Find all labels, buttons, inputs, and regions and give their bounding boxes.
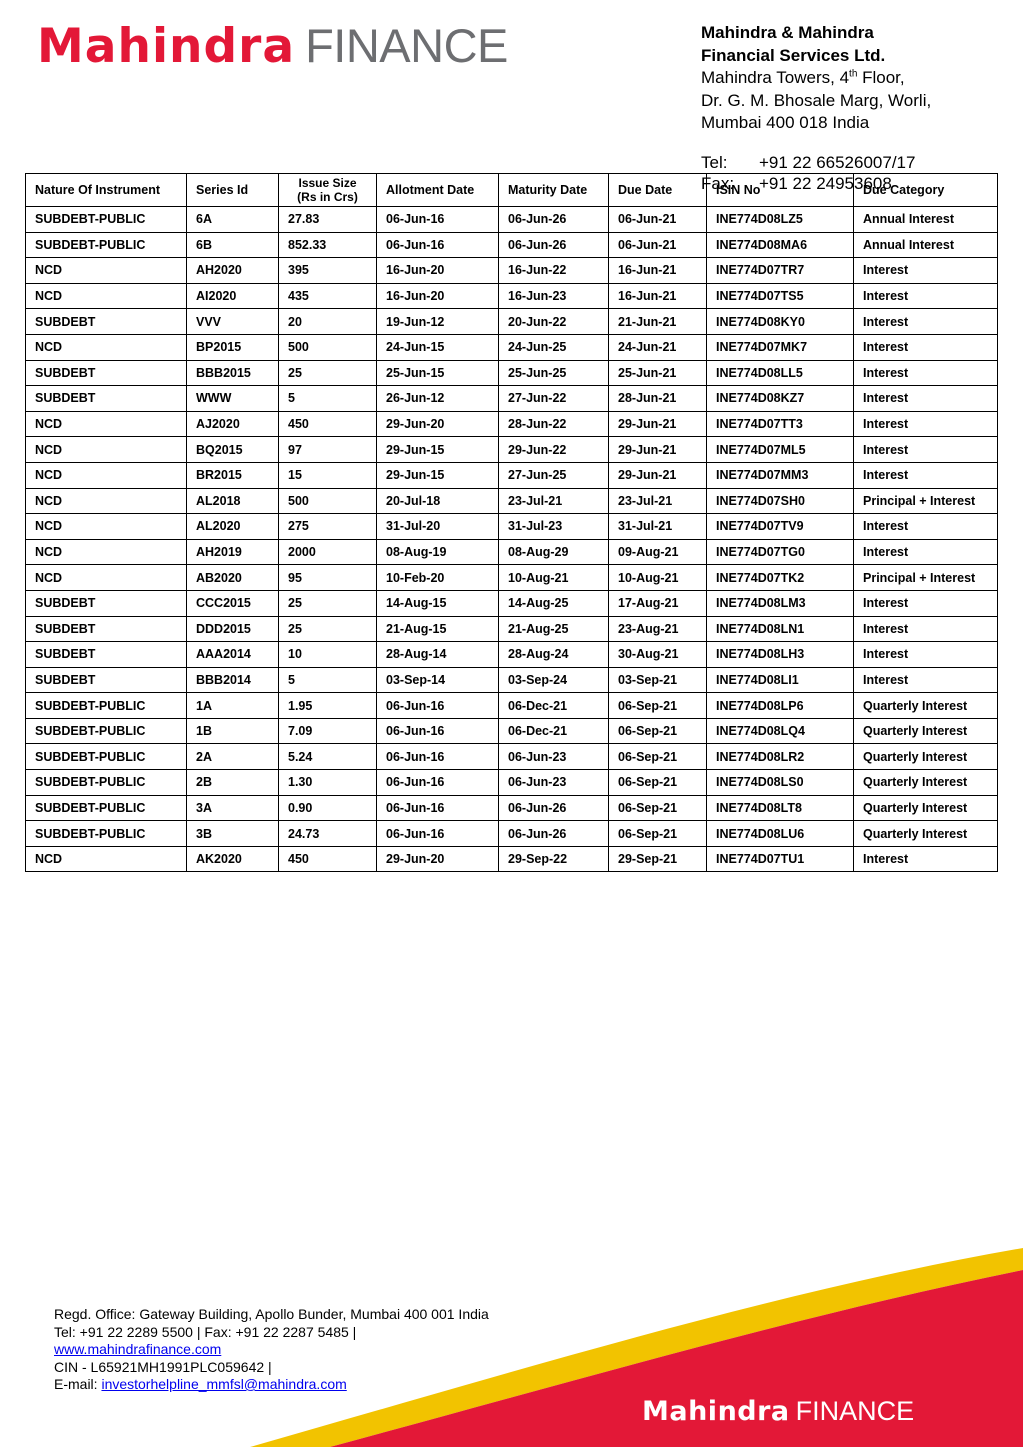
cell-issue-size: 500 [279, 334, 377, 360]
cell-isin: INE774D08LS0 [707, 770, 854, 796]
address-line1-post: Floor, [857, 68, 905, 87]
cell-isin: INE774D07MK7 [707, 334, 854, 360]
cell-isin: INE774D07MM3 [707, 462, 854, 488]
cell-due-date: 17-Aug-21 [609, 590, 707, 616]
cell-due-date: 29-Jun-21 [609, 437, 707, 463]
cell-due-date: 06-Sep-21 [609, 770, 707, 796]
table-row [26, 667, 998, 693]
company-name-line2: Financial Services Ltd. [701, 45, 886, 65]
cell-series-id: BQ2015 [187, 437, 279, 463]
cell-maturity-date: 27-Jun-22 [499, 386, 609, 412]
tel-label: Tel: [701, 153, 728, 172]
table-row [26, 411, 998, 437]
table-row [26, 616, 998, 642]
table-row [26, 207, 998, 233]
col-header-due-category: Due Category [854, 174, 998, 207]
cell-due-category: Interest [854, 846, 998, 872]
cell-maturity-date: 24-Jun-25 [499, 334, 609, 360]
cell-isin: INE774D08LZ5 [707, 207, 854, 233]
cell-allotment-date: 16-Jun-20 [377, 258, 499, 284]
cell-nature: SUBDEBT [26, 386, 187, 412]
cell-due-category: Interest [854, 642, 998, 668]
cell-isin: INE774D08LH3 [707, 642, 854, 668]
logo-finance-text: FINANCE [305, 19, 508, 72]
cell-due-date: 06-Jun-21 [609, 207, 707, 233]
table-row [26, 846, 998, 872]
cell-maturity-date: 06-Jun-26 [499, 207, 609, 233]
cell-nature: NCD [26, 539, 187, 565]
cell-isin: INE774D07TR7 [707, 258, 854, 284]
table-row [26, 437, 998, 463]
footer-tel-fax: Tel: +91 22 2289 5500 | Fax: +91 22 2287 5485 | [54, 1323, 357, 1340]
cell-allotment-date: 08-Aug-19 [377, 539, 499, 565]
cell-due-date: 31-Jul-21 [609, 514, 707, 540]
cell-due-date: 06-Jun-21 [609, 232, 707, 258]
cell-series-id: CCC2015 [187, 590, 279, 616]
cell-maturity-date: 06-Dec-21 [499, 718, 609, 744]
cell-series-id: AK2020 [187, 846, 279, 872]
table-row [26, 590, 998, 616]
cell-maturity-date: 16-Jun-22 [499, 258, 609, 284]
cell-due-category: Interest [854, 360, 998, 386]
email-label: E-mail: [54, 1376, 102, 1392]
cell-maturity-date: 06-Jun-23 [499, 744, 609, 770]
cell-issue-size: 1.95 [279, 693, 377, 719]
cell-due-date: 28-Jun-21 [609, 386, 707, 412]
cell-isin: INE774D08KY0 [707, 309, 854, 335]
footer-logo-brand: Mahindra [642, 1396, 790, 1427]
cell-isin: INE774D08LQ4 [707, 718, 854, 744]
cell-due-category: Quarterly Interest [854, 744, 998, 770]
company-name-line1: Mahindra & Mahindra [701, 23, 874, 42]
cell-allotment-date: 29-Jun-15 [377, 437, 499, 463]
cell-due-category: Interest [854, 334, 998, 360]
table-row [26, 514, 998, 540]
cell-series-id: 1A [187, 693, 279, 719]
cell-nature: NCD [26, 462, 187, 488]
cell-maturity-date: 06-Jun-26 [499, 795, 609, 821]
cell-due-date: 06-Sep-21 [609, 744, 707, 770]
table-row [26, 744, 998, 770]
cell-issue-size: 27.83 [279, 207, 377, 233]
telephone [701, 153, 915, 173]
table-row [26, 565, 998, 591]
cell-due-category: Quarterly Interest [854, 770, 998, 796]
cell-maturity-date: 06-Jun-26 [499, 232, 609, 258]
cell-issue-size: 5.24 [279, 744, 377, 770]
cell-isin: INE774D08LN1 [707, 616, 854, 642]
cell-series-id: AB2020 [187, 565, 279, 591]
cell-maturity-date: 28-Jun-22 [499, 411, 609, 437]
cell-due-date: 23-Jul-21 [609, 488, 707, 514]
cell-isin: INE774D07TG0 [707, 539, 854, 565]
cell-issue-size: 450 [279, 411, 377, 437]
cell-nature: SUBDEBT [26, 309, 187, 335]
cell-allotment-date: 29-Jun-20 [377, 411, 499, 437]
cell-allotment-date: 20-Jul-18 [377, 488, 499, 514]
cell-isin: INE774D07TT3 [707, 411, 854, 437]
cell-allotment-date: 06-Jun-16 [377, 207, 499, 233]
cell-issue-size: 20 [279, 309, 377, 335]
cell-maturity-date: 28-Aug-24 [499, 642, 609, 668]
table-row [26, 258, 998, 284]
cell-issue-size: 7.09 [279, 718, 377, 744]
cell-series-id: 2A [187, 744, 279, 770]
cell-due-date: 06-Sep-21 [609, 821, 707, 847]
address-line1 [701, 67, 931, 90]
cell-isin: INE774D07TV9 [707, 514, 854, 540]
cell-nature: NCD [26, 334, 187, 360]
cell-nature: SUBDEBT-PUBLIC [26, 744, 187, 770]
cell-series-id: 1B [187, 718, 279, 744]
cell-maturity-date: 03-Sep-24 [499, 667, 609, 693]
cell-nature: NCD [26, 514, 187, 540]
table-row [26, 539, 998, 565]
issue-size-line1: Issue Size [298, 176, 357, 190]
cell-isin: INE774D08LR2 [707, 744, 854, 770]
cell-due-category: Quarterly Interest [854, 693, 998, 719]
cell-allotment-date: 24-Jun-15 [377, 334, 499, 360]
col-header-isin: ISIN No [707, 174, 854, 207]
cell-due-category: Interest [854, 462, 998, 488]
cell-isin: INE774D07TS5 [707, 283, 854, 309]
fax-label: Fax: [701, 174, 735, 193]
cell-series-id: BR2015 [187, 462, 279, 488]
cell-nature: NCD [26, 283, 187, 309]
cell-maturity-date: 06-Jun-26 [499, 821, 609, 847]
address-line1-pre: Mahindra Towers, 4 [701, 68, 850, 87]
issue-size-line2: (Rs in Crs) [297, 190, 358, 204]
cell-allotment-date: 06-Jun-16 [377, 232, 499, 258]
cell-maturity-date: 21-Aug-25 [499, 616, 609, 642]
table-row [26, 642, 998, 668]
cell-allotment-date: 28-Aug-14 [377, 642, 499, 668]
table-row [26, 309, 998, 335]
cell-series-id: AAA2014 [187, 642, 279, 668]
cell-due-category: Interest [854, 283, 998, 309]
cell-issue-size: 2000 [279, 539, 377, 565]
col-header-maturity: Maturity Date [499, 174, 609, 207]
cell-allotment-date: 16-Jun-20 [377, 283, 499, 309]
mahindra-finance-logo [37, 19, 508, 74]
cell-series-id: BBB2014 [187, 667, 279, 693]
cell-maturity-date: 27-Jun-25 [499, 462, 609, 488]
cell-issue-size: 25 [279, 360, 377, 386]
cell-issue-size: 5 [279, 386, 377, 412]
cell-allotment-date: 10-Feb-20 [377, 565, 499, 591]
cell-allotment-date: 06-Jun-16 [377, 744, 499, 770]
cell-isin: INE774D08LU6 [707, 821, 854, 847]
cell-issue-size: 0.90 [279, 795, 377, 821]
table-row [26, 360, 998, 386]
cell-series-id: 2B [187, 770, 279, 796]
address-line2: Dr. G. M. Bhosale Marg, Worli, [701, 90, 932, 110]
cell-issue-size: 15 [279, 462, 377, 488]
fax [701, 174, 892, 194]
email-line [54, 1376, 489, 1394]
cell-nature: NCD [26, 488, 187, 514]
cell-allotment-date: 31-Jul-20 [377, 514, 499, 540]
cell-maturity-date: 16-Jun-23 [499, 283, 609, 309]
cell-due-date: 29-Jun-21 [609, 462, 707, 488]
cell-maturity-date: 29-Sep-22 [499, 846, 609, 872]
address-line1-sup: th [849, 68, 858, 80]
cell-issue-size: 10 [279, 642, 377, 668]
cell-issue-size: 24.73 [279, 821, 377, 847]
cell-isin: INE774D08LM3 [707, 590, 854, 616]
cell-nature: NCD [26, 258, 187, 284]
cell-due-category: Interest [854, 616, 998, 642]
cell-due-date: 16-Jun-21 [609, 258, 707, 284]
cell-due-category: Interest [854, 514, 998, 540]
cell-nature: SUBDEBT [26, 360, 187, 386]
table-row [26, 232, 998, 258]
cell-due-category: Principal + Interest [854, 488, 998, 514]
cell-allotment-date: 06-Jun-16 [377, 693, 499, 719]
fax-value: +91 22 24953608 [759, 174, 892, 193]
cell-isin: INE774D08MA6 [707, 232, 854, 258]
cell-allotment-date: 06-Jun-16 [377, 718, 499, 744]
cell-isin: INE774D07TK2 [707, 565, 854, 591]
cell-maturity-date: 06-Jun-23 [499, 770, 609, 796]
cell-due-date: 29-Sep-21 [609, 846, 707, 872]
logo-brand-text: Mahindra [37, 19, 296, 74]
cell-due-date: 21-Jun-21 [609, 309, 707, 335]
company-address [701, 22, 931, 135]
cell-allotment-date: 06-Jun-16 [377, 795, 499, 821]
cell-due-date: 06-Sep-21 [609, 718, 707, 744]
cell-series-id: BBB2015 [187, 360, 279, 386]
cell-nature: SUBDEBT-PUBLIC [26, 795, 187, 821]
cell-due-date: 23-Aug-21 [609, 616, 707, 642]
cell-due-category: Interest [854, 590, 998, 616]
cell-issue-size: 395 [279, 258, 377, 284]
cell-nature: SUBDEBT-PUBLIC [26, 770, 187, 796]
cell-allotment-date: 06-Jun-16 [377, 770, 499, 796]
registered-office: Regd. Office: Gateway Building, Apollo Bunder, Mumbai 400 001 India [54, 1306, 489, 1322]
cell-nature: NCD [26, 565, 187, 591]
table-row [26, 386, 998, 412]
cell-due-category: Annual Interest [854, 207, 998, 233]
cell-issue-size: 852.33 [279, 232, 377, 258]
cell-maturity-date: 10-Aug-21 [499, 565, 609, 591]
cell-series-id: AH2020 [187, 258, 279, 284]
col-header-due-date: Due Date [609, 174, 707, 207]
cell-issue-size: 25 [279, 616, 377, 642]
cell-series-id: 6A [187, 207, 279, 233]
cell-due-date: 06-Sep-21 [609, 693, 707, 719]
cell-isin: INE774D08KZ7 [707, 386, 854, 412]
cell-series-id: AI2020 [187, 283, 279, 309]
cell-due-category: Interest [854, 386, 998, 412]
cell-allotment-date: 19-Jun-12 [377, 309, 499, 335]
footer-logo [642, 1398, 914, 1425]
cell-allotment-date: 29-Jun-15 [377, 462, 499, 488]
cell-due-date: 29-Jun-21 [609, 411, 707, 437]
cell-issue-size: 435 [279, 283, 377, 309]
due-schedule-table [25, 173, 998, 872]
cell-maturity-date: 14-Aug-25 [499, 590, 609, 616]
cell-allotment-date: 25-Jun-15 [377, 360, 499, 386]
table-row [26, 334, 998, 360]
table-row [26, 795, 998, 821]
cell-series-id: DDD2015 [187, 616, 279, 642]
cell-issue-size: 97 [279, 437, 377, 463]
cell-nature: SUBDEBT-PUBLIC [26, 232, 187, 258]
footer-contact [54, 1306, 489, 1394]
table-row [26, 718, 998, 744]
table-row [26, 821, 998, 847]
cell-issue-size: 500 [279, 488, 377, 514]
cell-nature: SUBDEBT [26, 590, 187, 616]
cell-series-id: AJ2020 [187, 411, 279, 437]
cell-maturity-date: 23-Jul-21 [499, 488, 609, 514]
table-row [26, 283, 998, 309]
cell-due-date: 09-Aug-21 [609, 539, 707, 565]
cell-allotment-date: 03-Sep-14 [377, 667, 499, 693]
col-header-series: Series Id [187, 174, 279, 207]
cell-allotment-date: 21-Aug-15 [377, 616, 499, 642]
cell-isin: INE774D08LL5 [707, 360, 854, 386]
table-body [26, 207, 998, 872]
cell-allotment-date: 06-Jun-16 [377, 821, 499, 847]
address-line3: Mumbai 400 018 India [701, 113, 870, 132]
cin-number: CIN - L65921MH1991PLC059642 | [54, 1358, 272, 1375]
cell-series-id: 3B [187, 821, 279, 847]
cell-issue-size: 1.30 [279, 770, 377, 796]
cell-nature: SUBDEBT-PUBLIC [26, 821, 187, 847]
cell-due-category: Quarterly Interest [854, 795, 998, 821]
cell-nature: NCD [26, 846, 187, 872]
cell-series-id: VVV [187, 309, 279, 335]
cell-allotment-date: 29-Jun-20 [377, 846, 499, 872]
cell-issue-size: 275 [279, 514, 377, 540]
cell-due-category: Interest [854, 667, 998, 693]
cell-due-category: Interest [854, 258, 998, 284]
cell-due-category: Quarterly Interest [854, 821, 998, 847]
cell-isin: INE774D08LP6 [707, 693, 854, 719]
cell-allotment-date: 14-Aug-15 [377, 590, 499, 616]
cell-due-date: 03-Sep-21 [609, 667, 707, 693]
cell-due-category: Interest [854, 539, 998, 565]
cell-nature: SUBDEBT [26, 616, 187, 642]
cell-isin: INE774D07SH0 [707, 488, 854, 514]
cell-series-id: 3A [187, 795, 279, 821]
col-header-allotment: Allotment Date [377, 174, 499, 207]
cell-maturity-date: 31-Jul-23 [499, 514, 609, 540]
cell-due-category: Annual Interest [854, 232, 998, 258]
cell-due-category: Principal + Interest [854, 565, 998, 591]
cell-series-id: WWW [187, 386, 279, 412]
cell-due-category: Quarterly Interest [854, 718, 998, 744]
cell-isin: INE774D07ML5 [707, 437, 854, 463]
cell-due-category: Interest [854, 411, 998, 437]
cell-nature: SUBDEBT [26, 642, 187, 668]
table-row [26, 462, 998, 488]
cell-issue-size: 450 [279, 846, 377, 872]
cell-nature: NCD [26, 411, 187, 437]
cell-series-id: BP2015 [187, 334, 279, 360]
cell-due-date: 24-Jun-21 [609, 334, 707, 360]
cell-due-date: 25-Jun-21 [609, 360, 707, 386]
cell-nature: SUBDEBT-PUBLIC [26, 718, 187, 744]
cell-isin: INE774D08LT8 [707, 795, 854, 821]
cell-maturity-date: 29-Jun-22 [499, 437, 609, 463]
tel-value: +91 22 66526007/17 [759, 153, 916, 172]
cell-due-category: Interest [854, 309, 998, 335]
cell-series-id: AH2019 [187, 539, 279, 565]
cell-allotment-date: 26-Jun-12 [377, 386, 499, 412]
cell-due-date: 16-Jun-21 [609, 283, 707, 309]
cell-maturity-date: 20-Jun-22 [499, 309, 609, 335]
cell-isin: INE774D08LI1 [707, 667, 854, 693]
cell-due-date: 10-Aug-21 [609, 565, 707, 591]
cell-maturity-date: 08-Aug-29 [499, 539, 609, 565]
cell-isin: INE774D07TU1 [707, 846, 854, 872]
cell-maturity-date: 25-Jun-25 [499, 360, 609, 386]
table-row [26, 488, 998, 514]
table-row [26, 693, 998, 719]
cell-nature: SUBDEBT-PUBLIC [26, 693, 187, 719]
email-link[interactable]: investorhelpline_mmfsl@mahindra.com [101, 1376, 347, 1392]
cell-issue-size: 95 [279, 565, 377, 591]
cell-due-category: Interest [854, 437, 998, 463]
cell-nature: SUBDEBT-PUBLIC [26, 207, 187, 233]
cell-nature: NCD [26, 437, 187, 463]
col-header-nature: Nature Of Instrument [26, 174, 187, 207]
cell-issue-size: 5 [279, 667, 377, 693]
cell-due-date: 30-Aug-21 [609, 642, 707, 668]
website-link[interactable]: www.mahindrafinance.com [54, 1341, 222, 1357]
cell-series-id: AL2018 [187, 488, 279, 514]
cell-series-id: AL2020 [187, 514, 279, 540]
cell-series-id: 6B [187, 232, 279, 258]
cell-due-date: 06-Sep-21 [609, 795, 707, 821]
cell-issue-size: 25 [279, 590, 377, 616]
footer-logo-finance: FINANCE [795, 1396, 915, 1426]
col-header-issue-size [279, 174, 377, 207]
cell-nature: SUBDEBT [26, 667, 187, 693]
cell-maturity-date: 06-Dec-21 [499, 693, 609, 719]
table-row [26, 770, 998, 796]
